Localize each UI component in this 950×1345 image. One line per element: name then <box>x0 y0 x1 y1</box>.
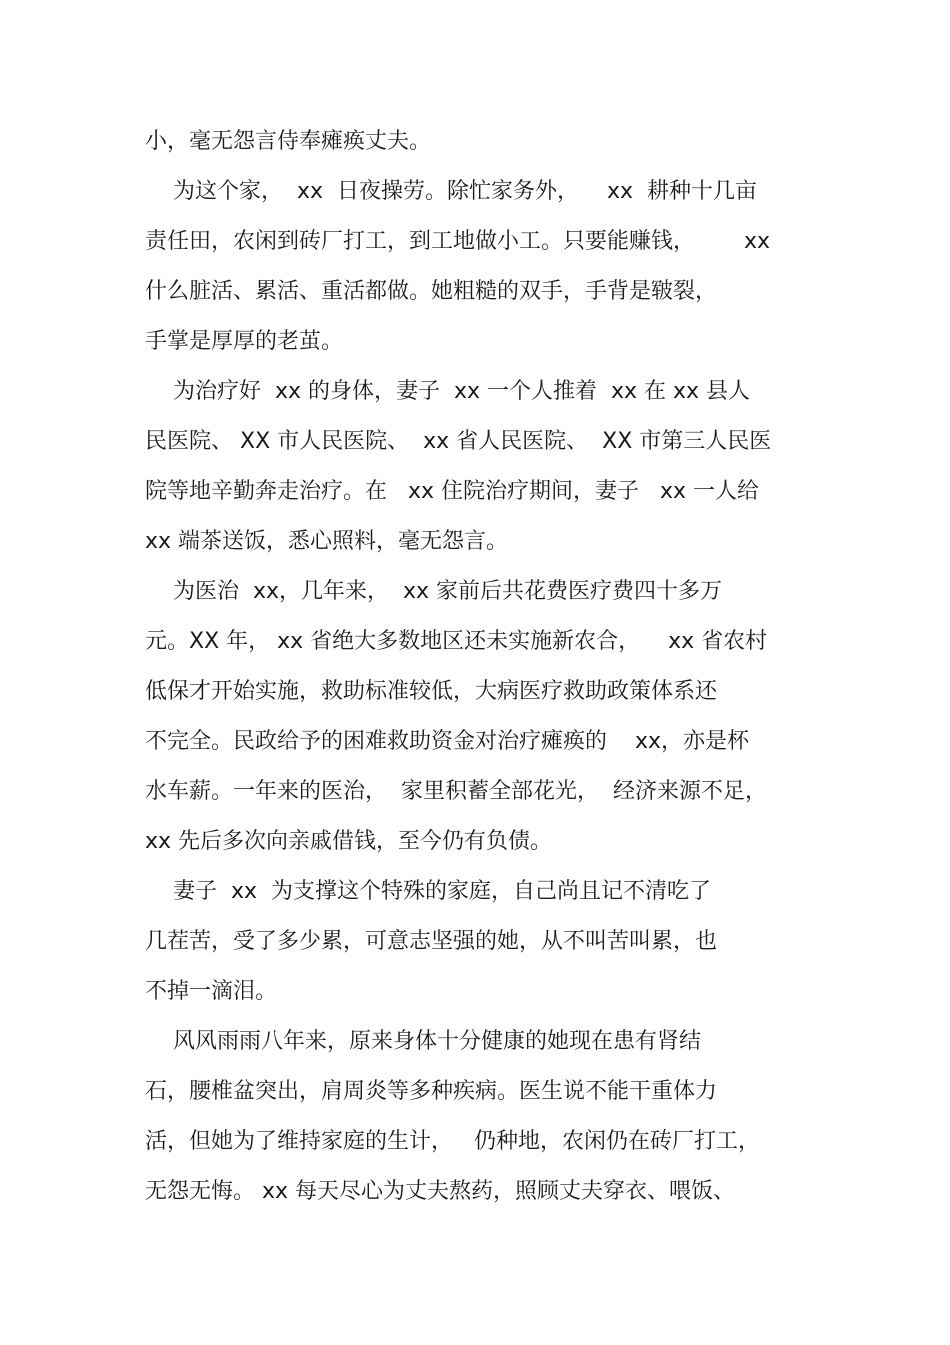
text-line: 低保才开始实施，救助标准较低，大病医疗救助政策体系还 <box>145 679 718 704</box>
text-line: 责任田，农闲到砖厂打工，到工地做小工。只要能赚钱， xx <box>145 229 770 254</box>
text-line: 小，毫无怨言侍奉瘫痪丈夫。 <box>145 129 432 154</box>
text-line: 手掌是厚厚的老茧。 <box>145 329 344 354</box>
text-line: 为这个家， xx 日夜操劳。除忙家务外， xx 耕种十几亩 <box>145 179 757 204</box>
text-line: 院等地辛勤奔走治疗。在 xx 住院治疗期间，妻子 xx 一人给 <box>145 479 760 504</box>
text-line: 无怨无悔。 xx 每天尽心为丈夫熬药，照顾丈夫穿衣、喂饭、 <box>145 1179 736 1204</box>
text-line: 什么脏活、累活、重活都做。她粗糙的双手，手背是皲裂， <box>145 279 718 304</box>
text-line: 为医治 xx，几年来， xx 家前后共花费医疗费四十多万 <box>145 579 723 604</box>
text-line: xx 端茶送饭，悉心照料，毫无怨言。 <box>145 529 509 554</box>
text-line: 风风雨雨八年来，原来身体十分健康的她现在患有肾结 <box>145 1029 701 1054</box>
text-line: 石，腰椎盆突出，肩周炎等多种疾病。医生说不能干重体力 <box>145 1079 718 1104</box>
text-line: 水车薪。一年来的医治， 家里积蓄全部花光， 经济来源不足， <box>145 779 767 804</box>
text-line: 几茬苦，受了多少累，可意志坚强的她，从不叫苦叫累，也 <box>145 929 718 954</box>
text-line: 不掉一滴泪。 <box>145 979 278 1004</box>
text-line: 妻子 xx 为支撑这个特殊的家庭，自己尚且记不清吃了 <box>145 879 711 904</box>
text-line: 为治疗好 xx 的身体，妻子 xx 一个人推着 xx 在 xx 县人 <box>145 379 751 404</box>
text-line: 活，但她为了维持家庭的生计， 仍种地，农闲仍在砖厂打工， <box>145 1129 760 1154</box>
text-line: 不完全。民政给予的困难救助资金对治疗瘫痪的 xx，亦是杯 <box>145 729 750 754</box>
text-line: 民医院、 XX 市人民医院、 xx 省人民医院、 XX 市第三人民医 <box>145 429 772 454</box>
text-line: 元。XX 年， xx 省绝大多数地区还未实施新农合， xx 省农村 <box>145 629 768 654</box>
text-line: xx 先后多次向亲戚借钱，至今仍有负债。 <box>145 829 553 854</box>
